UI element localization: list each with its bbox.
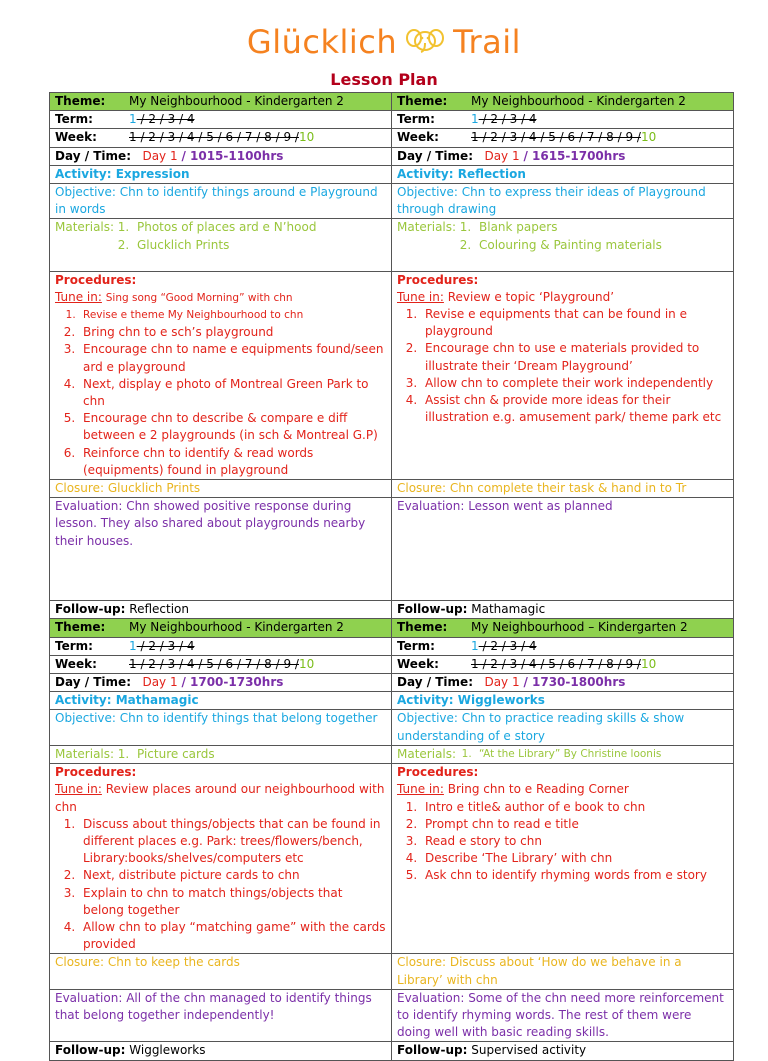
elephant-logo-icon bbox=[405, 24, 445, 64]
materials-cell: Materials: 1. “At the Library” By Christine loonis bbox=[392, 745, 734, 763]
evaluation-cell: Evaluation: Chn showed positive response during lesson. They also shared about playgrounds nearby their houses. bbox=[50, 498, 392, 601]
activity-cell: Activity: Wiggleworks bbox=[392, 692, 734, 710]
activity-cell: Activity: Reflection bbox=[392, 165, 734, 183]
materials-item: 1. Blank papers bbox=[475, 219, 725, 236]
lesson-plan-table bbox=[49, 92, 734, 1061]
procedure-step: 1. Intro e title& author of e book to chn bbox=[421, 799, 728, 816]
materials-item: 2. Glucklich Prints bbox=[133, 237, 383, 254]
procedure-step: 1. Discuss about things/objects that can be found in different places e.g. Park: trees/flowers/bench, Library:books/shelves/computers etc bbox=[79, 816, 386, 868]
followup-cell: Follow-up: Wiggleworks bbox=[50, 1042, 392, 1060]
activity-cell: Activity: Mathamagic bbox=[50, 692, 392, 710]
daytime-cell: Day / Time: Day 1 / 1615-1700hrs bbox=[392, 147, 734, 165]
page-title bbox=[0, 22, 768, 62]
activity-cell: Activity: Expression bbox=[50, 165, 392, 183]
daytime-cell: Day / Time: Day 1 / 1700-1730hrs bbox=[50, 674, 392, 692]
title-left: Glücklich bbox=[246, 23, 398, 61]
evaluation-cell: Evaluation: Some of the chn need more reinforcement to identify rhyming words. The rest of them were doing well with basic reading skills. bbox=[392, 989, 734, 1042]
theme-cell: Theme: My Neighbourhood - Kindergarten 2 bbox=[50, 93, 392, 111]
week-cell: Week: 1 / 2 / 3 / 4 / 5 / 6 / 7 / 8 / 9 /10 bbox=[50, 655, 392, 673]
title-right: Trail bbox=[453, 23, 522, 61]
theme-cell: Theme: My Neighbourhood - Kindergarten 2 bbox=[392, 93, 734, 111]
week-cell: Week: 1 / 2 / 3 / 4 / 5 / 6 / 7 / 8 / 9 /10 bbox=[392, 129, 734, 147]
procedure-step: 3. Read e story to chn bbox=[421, 833, 728, 850]
theme-cell: Theme: My Neighbourhood – Kindergarten 2 bbox=[392, 619, 734, 637]
closure-cell: Closure: Glucklich Prints bbox=[50, 480, 392, 498]
objective-cell: Objective: Chn to identify things around e Playground in words bbox=[50, 184, 392, 219]
materials-item: 1. “At the Library” By Christine loonis bbox=[475, 746, 735, 763]
procedure-step: 1. Revise e equipments that can be found in e playground bbox=[421, 306, 728, 340]
procedure-step: 2. Bring chn to e sch’s playground bbox=[79, 324, 386, 341]
procedure-step: 2. Next, distribute picture cards to chn bbox=[79, 867, 386, 884]
lesson-plan-subtitle: Lesson Plan bbox=[330, 70, 438, 89]
term-cell: Term: 1 / 2 / 3 / 4 bbox=[392, 111, 734, 129]
procedure-step: 2. Encourage chn to use e materials provided to illustrate their ‘Dream Playground’ bbox=[421, 340, 728, 374]
followup-cell: Follow-up: Mathamagic bbox=[392, 601, 734, 619]
procedures-cell: Procedures: Tune in: Sing song “Good Morning” with chn 1. Revise e theme My Neighbourhood to chn 2. Bring chn to e sch’s playground 3. Encourage chn to name e equipments found/seen ard e playground 4. Next, display e photo of Montreal Green Park to chn 5. Encourage chn to describe & compare e diff between e 2 playgrounds (in sch & Montreal G.P) 6. Reinforce chn to identify & read words (equipments) found in playground bbox=[50, 271, 392, 479]
term-cell: Term: 1 / 2 / 3 / 4 bbox=[50, 111, 392, 129]
lesson-plan-sheet bbox=[49, 92, 732, 1058]
daytime-cell: Day / Time: Day 1 / 1730-1800hrs bbox=[392, 674, 734, 692]
procedure-step: 6. Reinforce chn to identify & read words (equipments) found in playground bbox=[79, 445, 386, 479]
objective-cell: Objective: Chn to express their ideas of Playground through drawing bbox=[392, 184, 734, 219]
procedures-cell: Procedures: Tune in: Bring chn to e Reading Corner 1. Intro e title& author of e book to chn 2. Prompt chn to read e title 3. Read e story to chn 4. Describe ‘The Library’ with chn 5. Ask chn to identify rhyming words from e story bbox=[392, 764, 734, 954]
procedure-step: 4. Next, display e photo of Montreal Green Park to chn bbox=[79, 376, 386, 410]
followup-cell: Follow-up: Reflection bbox=[50, 601, 392, 619]
procedure-step: 4. Assist chn & provide more ideas for their illustration e.g. amusement park/ theme park etc bbox=[421, 392, 728, 426]
materials-item: 2. Colouring & Painting materials bbox=[475, 237, 725, 254]
procedure-step: 3. Explain to chn to match things/objects that belong together bbox=[79, 885, 386, 919]
followup-cell: Follow-up: Supervised activity bbox=[392, 1042, 734, 1060]
evaluation-cell: Evaluation: All of the chn managed to identify things that belong together independently! bbox=[50, 989, 392, 1042]
procedure-step: 1. Revise e theme My Neighbourhood to chn bbox=[79, 307, 386, 324]
procedure-step: 5. Encourage chn to describe & compare e diff between e 2 playgrounds (in sch & Montreal G.P) bbox=[79, 410, 386, 444]
evaluation-cell: Evaluation: Lesson went as planned bbox=[392, 498, 734, 601]
materials-cell: Materials: 1. Picture cards bbox=[50, 745, 392, 763]
materials-item: 1. Picture cards bbox=[133, 746, 383, 763]
procedure-step: 2. Prompt chn to read e title bbox=[421, 816, 728, 833]
closure-cell: Closure: Chn to keep the cards bbox=[50, 954, 392, 989]
term-cell: Term: 1 / 2 / 3 / 4 bbox=[392, 637, 734, 655]
objective-cell: Objective: Chn to practice reading skills & show understanding of e story bbox=[392, 710, 734, 745]
procedure-step: 3. Allow chn to complete their work independently bbox=[421, 375, 728, 392]
procedures-cell: Procedures: Tune in: Review e topic ‘Playground’ 1. Revise e equipments that can be found in e playground 2. Encourage chn to use e materials provided to illustrate their ‘Dream Playground’ 3. Allow chn to complete their work independently 4. Assist chn & provide more ideas for their illustration e.g. amusement park/ theme park etc bbox=[392, 271, 734, 479]
closure-cell: Closure: Chn complete their task & hand in to Tr bbox=[392, 480, 734, 498]
week-cell: Week: 1 / 2 / 3 / 4 / 5 / 6 / 7 / 8 / 9 /10 bbox=[392, 655, 734, 673]
procedure-step: 3. Encourage chn to name e equipments found/seen ard e playground bbox=[79, 341, 386, 375]
procedure-step: 5. Ask chn to identify rhyming words from e story bbox=[421, 867, 728, 884]
daytime-cell: Day / Time: Day 1 / 1015-1100hrs bbox=[50, 147, 392, 165]
materials-item: 1. Photos of places ard e N’hood bbox=[133, 219, 383, 236]
closure-cell: Closure: Discuss about ‘How do we behave in a Library’ with chn bbox=[392, 954, 734, 989]
term-cell: Term: 1 / 2 / 3 / 4 bbox=[50, 637, 392, 655]
objective-cell: Objective: Chn to identify things that belong together bbox=[50, 710, 392, 745]
week-cell: Week: 1 / 2 / 3 / 4 / 5 / 6 / 7 / 8 / 9 /10 bbox=[50, 129, 392, 147]
procedure-step: 4. Allow chn to play “matching game” with the cards provided bbox=[79, 919, 386, 953]
materials-cell: Materials: 1. Photos of places ard e N’hood 2. Glucklich Prints bbox=[50, 219, 392, 271]
materials-cell: Materials: 1. Blank papers 2. Colouring & Painting materials bbox=[392, 219, 734, 271]
procedure-step: 4. Describe ‘The Library’ with chn bbox=[421, 850, 728, 867]
procedures-cell: Procedures: Tune in: Review places around our neighbourhood with chn 1. Discuss about things/objects that can be found in different places e.g. Park: trees/flowers/bench, Library:books/shelves/computers etc 2. Next, distribute picture cards to chn 3. Explain to chn to match things/objects that belong together 4. Allow chn to play “matching game” with the cards provided bbox=[50, 764, 392, 954]
theme-cell: Theme: My Neighbourhood - Kindergarten 2 bbox=[50, 619, 392, 637]
